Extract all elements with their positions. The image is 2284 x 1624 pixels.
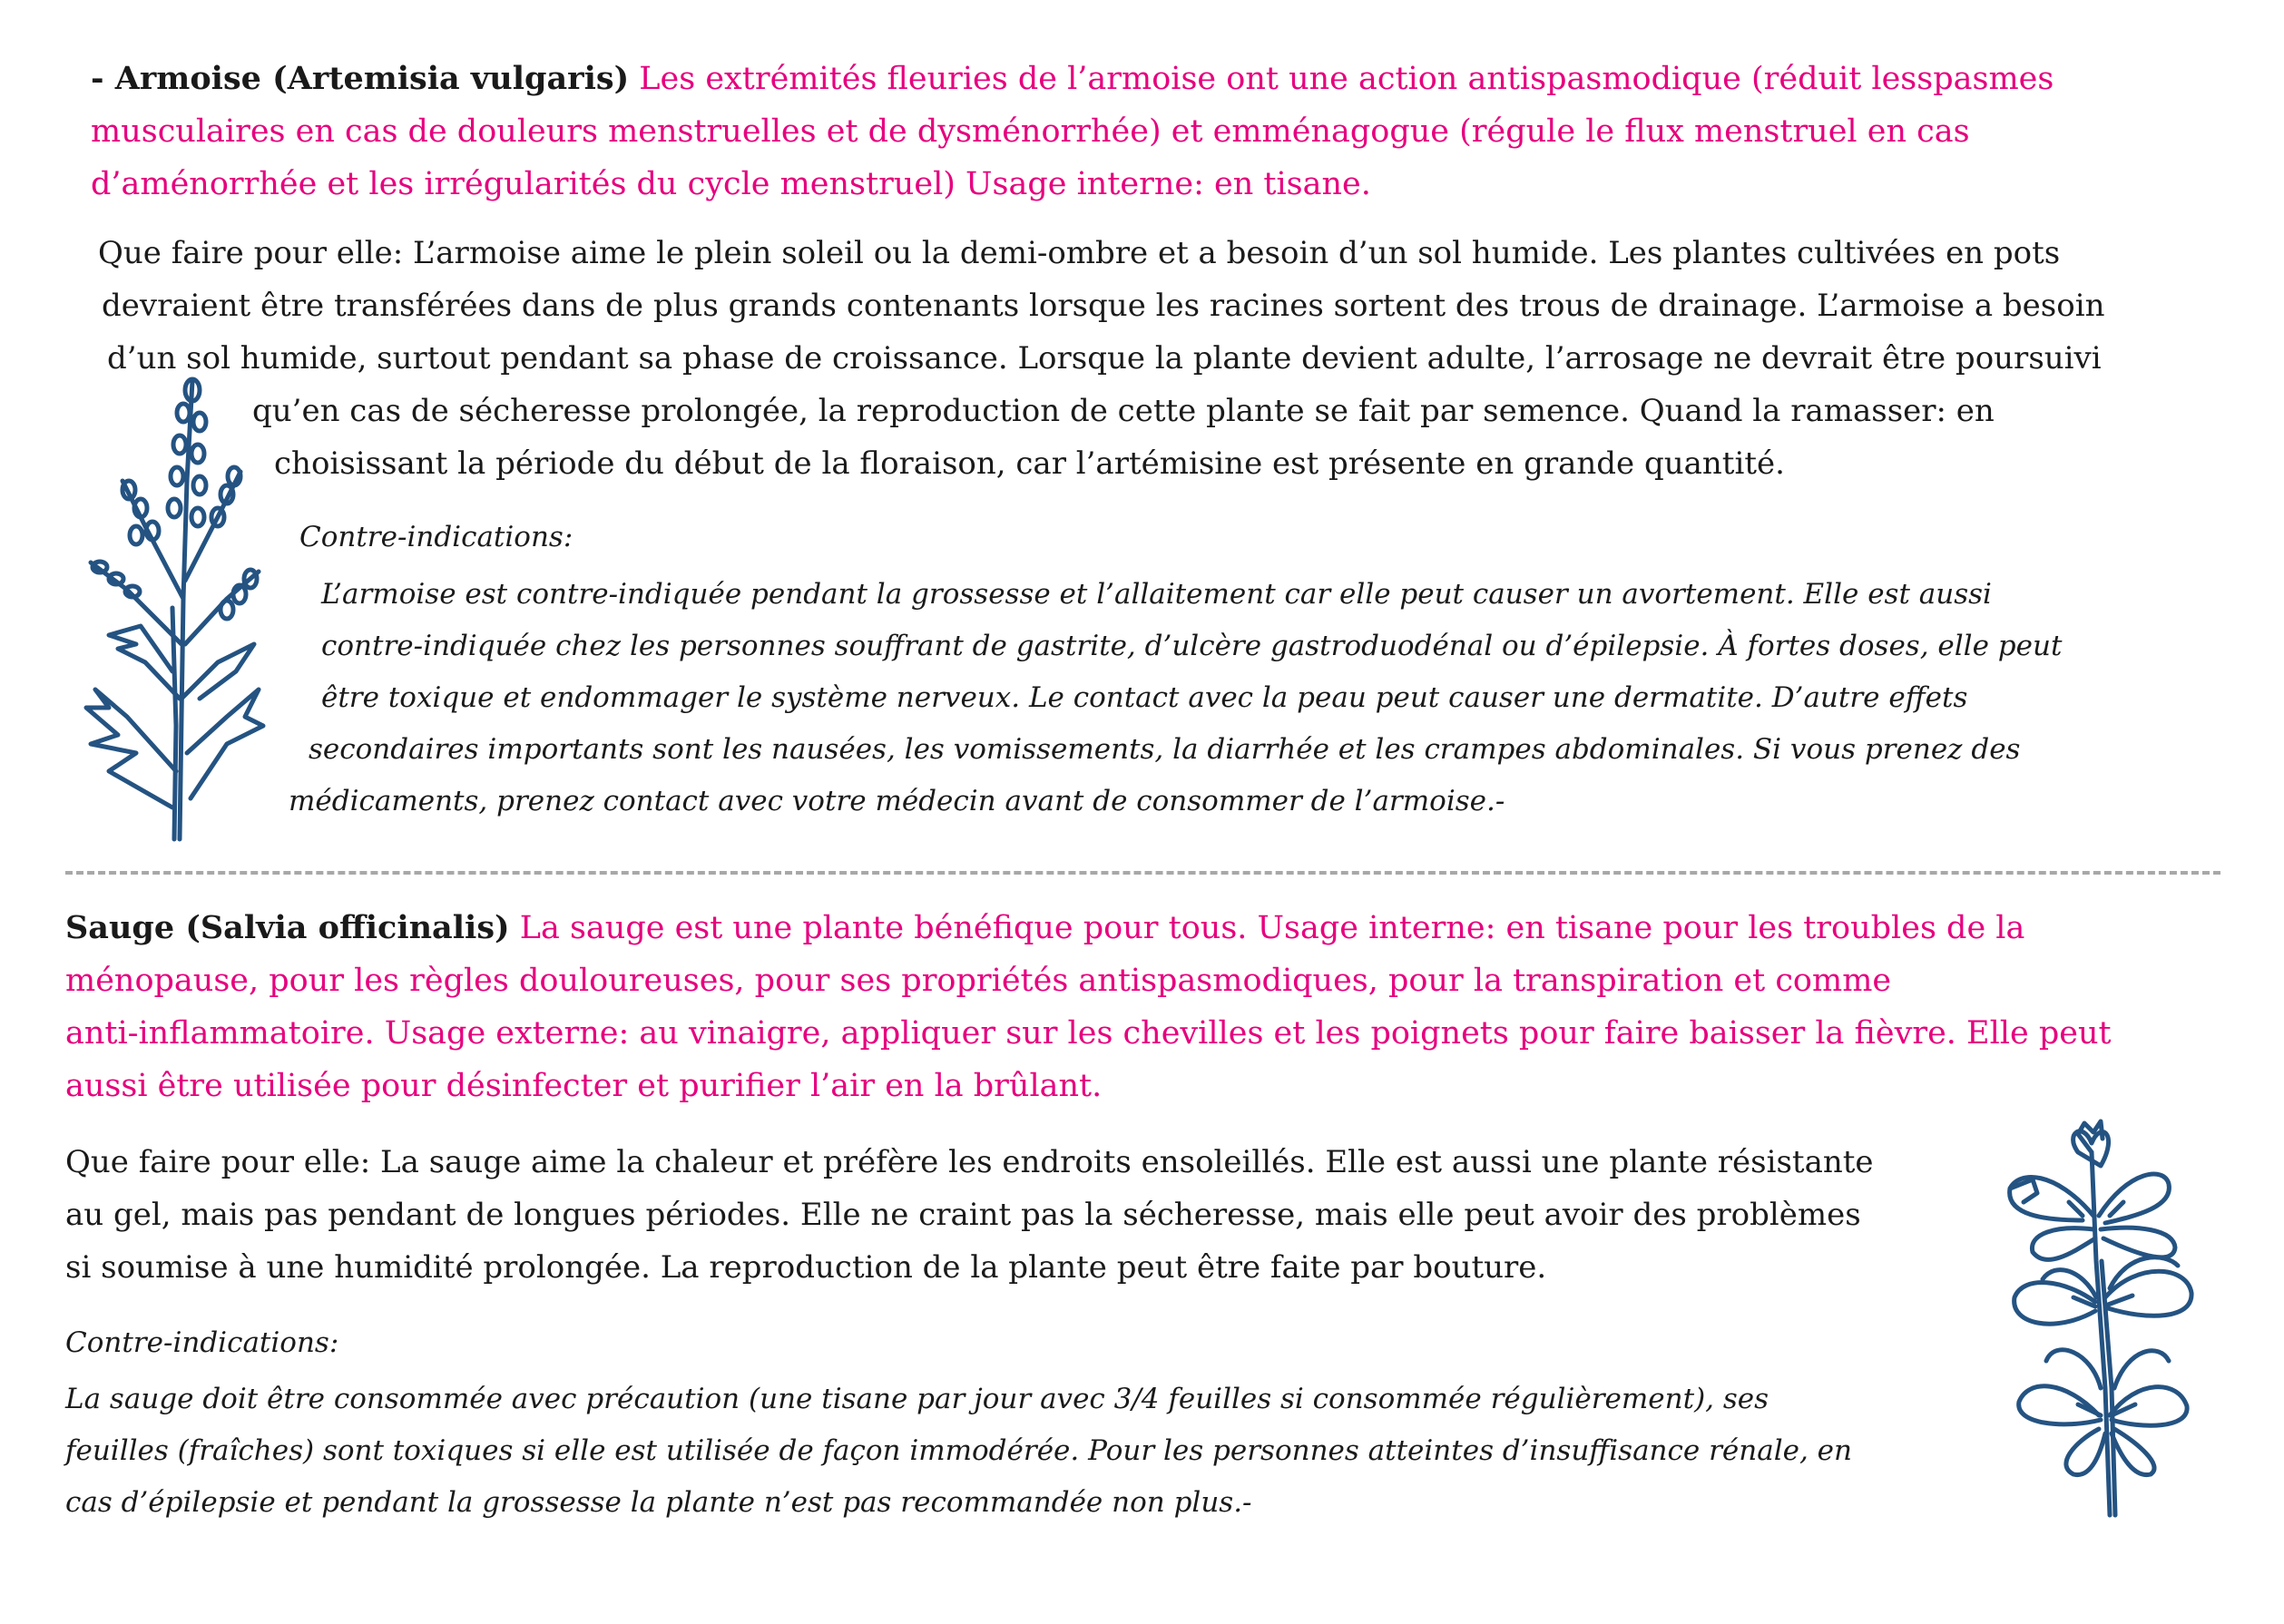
armoise-contra-line: médicaments, prenez contact avec votre médecin avant de consommer de l’armoise.-	[289, 785, 1505, 817]
armoise-care-line: devraient être transférées dans de plus grands contenants lorsque les racines sortent des trous de drainage. L’armoise a besoin	[102, 288, 2105, 324]
armoise-contra-line: contre-indiquée chez les personnes souffrant de gastrite, d’ulcère gastroduodénal ou d’épilepsie. À fortes doses, elle peut	[321, 630, 2063, 662]
armoise-care-line: d’un sol humide, surtout pendant sa phase de croissance. Lorsque la plante devient adulte, l’arrosage ne devrait être poursuivi	[107, 340, 2102, 377]
sauge-intro-line-2: ménopause, pour les règles douloureuses, pour ses propriétés antispasmodiques, pour la transpiration et comme	[65, 963, 1892, 999]
armoise-intro-line-3: d’aménorrhée et les irrégularités du cycle menstruel) Usage interne: en tisane.	[91, 166, 1371, 202]
armoise-care-line: Que faire pour elle: L’armoise aime le plein soleil ou la demi-ombre et a besoin d’un sol humide. Les plantes cultivées en pots	[98, 235, 2061, 271]
sauge-contra-heading: Contre-indications:	[65, 1326, 339, 1359]
sauge-contra-line: cas d’épilepsie et pendant la grossesse la plante n’est pas recommandée non plus.-	[65, 1486, 1252, 1519]
sauge-intro-line-4: aussi être utilisée pour désinfecter et purifier l’air en la brûlant.	[65, 1068, 1103, 1104]
armoise-intro-line-1: - Armoise (Artemisia vulgaris) Les extrémités fleuries de l’armoise ont une action antispasmodique (réduit lesspasmes	[91, 60, 2054, 97]
armoise-intro-line-2: musculaires en cas de douleurs menstruelles et de dysménorrhée) et emménagogue (régule le flux menstruel en cas	[91, 113, 1970, 150]
sauge-intro-line-3: anti-inflammatoire. Usage externe: au vinaigre, appliquer sur les chevilles et les poignets pour faire baisser la fièvre. Elle peut	[65, 1015, 2112, 1052]
sauge-contra-line: La sauge doit être consommée avec précaution (une tisane par jour avec 3/4 feuilles si consommée régulièrement), ses	[65, 1383, 1769, 1415]
armoise-contra-line: secondaires importants sont les nausées, les vomissements, la diarrhée et les crampes abdominales. Si vous prenez des	[309, 733, 2021, 766]
sauge-intro	[65, 902, 2261, 1112]
armoise-contra-line: L’armoise est contre-indiquée pendant la grossesse et l’allaitement car elle peut causer un avortement. Elle est aussi	[321, 578, 1992, 611]
sauge-care-line: Que faire pour elle: La sauge aime la chaleur et préfère les endroits ensoleillés. Elle est aussi une plante résistante	[65, 1144, 1874, 1180]
armoise-contra-heading: Contre-indications:	[299, 521, 573, 553]
sauge-title: Sauge (Salvia officinalis)	[65, 909, 510, 946]
sauge-care-line: au gel, mais pas pendant de longues périodes. Elle ne craint pas la sécheresse, mais elle peut avoir des problèmes	[65, 1197, 1861, 1233]
armoise-intro	[91, 53, 2269, 210]
armoise-care-line: qu’en cas de sécheresse prolongée, la reproduction de cette plante se fait par semence. Quand la ramasser: en	[252, 393, 1995, 429]
armoise-care-line: choisissant la période du début de la floraison, car l’artémisine est présente en grande quantité.	[274, 445, 1785, 482]
sage-plant-illustration	[1983, 1116, 2228, 1524]
sauge-contra-line: feuilles (fraîches) sont toxiques si elle est utilisée de façon immodérée. Pour les personnes atteintes d’insuffisance rénale, en	[65, 1434, 1852, 1467]
section-divider	[65, 871, 2220, 875]
armoise-title: - Armoise (Artemisia vulgaris)	[91, 60, 630, 97]
sauge-care-line: si soumise à une humidité prolongée. La reproduction de la plante peut être faite par bouture.	[65, 1249, 1547, 1286]
armoise-contra-line: être toxique et endommager le système nerveux. Le contact avec la peau peut causer une dermatite. D’autre effets	[321, 681, 1968, 714]
mugwort-plant-illustration	[73, 372, 281, 844]
sauge-intro-line-1: Sauge (Salvia officinalis) La sauge est une plante bénéfique pour tous. Usage interne: en tisane pour les troubles de la	[65, 909, 2025, 946]
